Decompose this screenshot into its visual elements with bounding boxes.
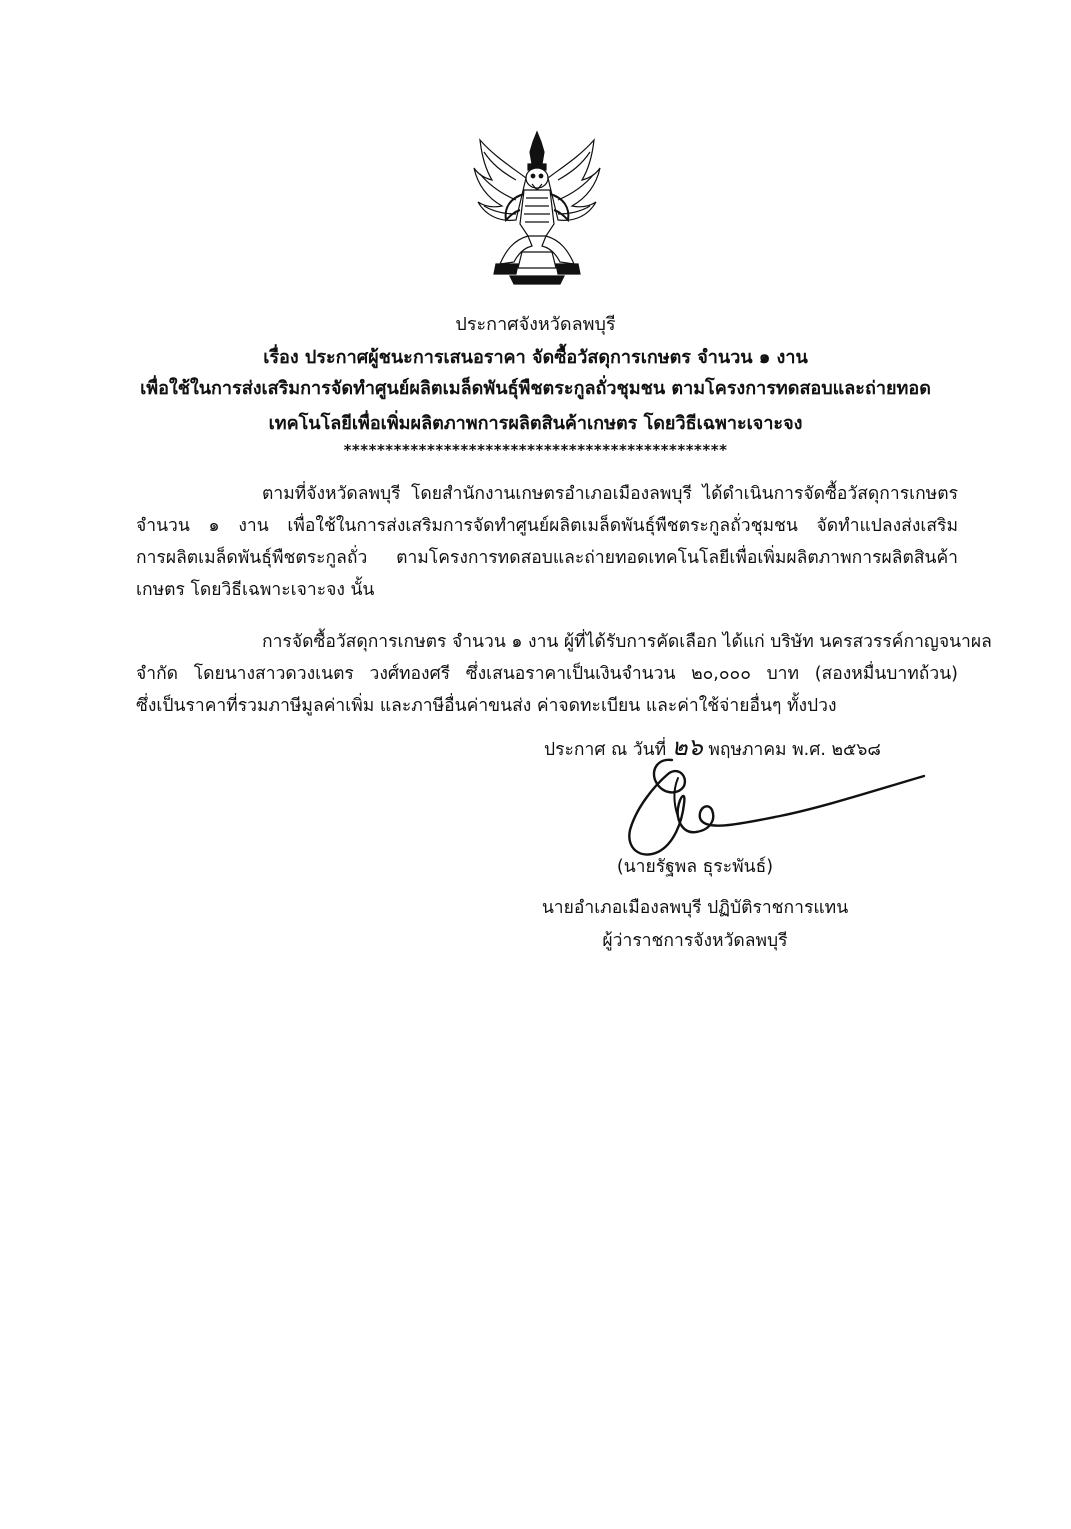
- subject-line-3: เทคโนโลยีเพื่อเพิ่มผลิตภาพการผลิตสินค้าเกษตร โดยวิธีเฉพาะเจาะจง: [268, 413, 803, 434]
- paragraph-1-line-1: ตามที่จังหวัดลพบุรี โดยสำนักงานเกษตรอำเภอเมืองลพบุรี ได้ดำเนินการจัดซื้อวัสดุการเกษตร: [262, 484, 958, 504]
- paragraph-1-line-4: เกษตร โดยวิธีเฉพาะเจาะจง นั้น: [136, 580, 375, 600]
- paragraph-1-line-2: จำนวน ๑ งาน เพื่อใช้ในการส่งเสริมการจัดทำศูนย์ผลิตเมล็ดพันธุ์พืชตระกูลถั่วชุมชน จัดทำแปลงส่งเสริม: [136, 516, 958, 536]
- subject-line-2: เพื่อใช้ในการส่งเสริมการจัดทำศูนย์ผลิตเมล็ดพันธุ์พืชตระกูลถั่วชุมชน ตามโครงการทดสอบและถ่ายทอด: [140, 378, 931, 399]
- paragraph-2-line-2: จำกัด โดยนางสาวดวงเนตร วงศ์ทองศรี ซึ่งเสนอราคาเป็นเงินจำนวน ๒๐,๐๐๐ บาท (สองหมื่นบาทถ้วน): [136, 664, 958, 684]
- date-prefix: ประกาศ ณ วันที่: [544, 740, 672, 760]
- header-separator: **********************************************: [343, 441, 728, 459]
- signatory-position-2: ผู้ว่าราชการจังหวัดลพบุรี: [602, 931, 788, 951]
- subject-line: เรื่อง ประกาศผู้ชนะการเสนอราคา จัดซื้อวัสดุการเกษตร จำนวน ๑ งาน: [263, 347, 808, 368]
- paragraph-1-line-3: การผลิตเมล็ดพันธุ์พืชตระกูลถั่ว ตามโครงการทดสอบและถ่ายทอดเทคโนโลยีเพื่อเพิ่มผลิตภาพการผลิตสินค้า: [136, 548, 958, 568]
- paragraph-2-line-1: การจัดซื้อวัสดุการเกษตร จำนวน ๑ งาน ผู้ที่ได้รับการคัดเลือก ได้แก่ บริษัท นครสวรรค์กาญจนาผล: [262, 632, 992, 652]
- garuda-emblem-icon: [470, 128, 605, 288]
- date-day: ๒๖: [671, 733, 703, 761]
- signatory-position: นายอำเภอเมืองลพบุรี ปฏิบัติราชการแทน: [541, 898, 849, 918]
- announcement-title: ประกาศจังหวัดลพบุรี: [455, 314, 616, 335]
- signatory-name: (นายรัฐพล ธุระพันธ์): [616, 857, 774, 877]
- paragraph-2-line-3: ซึ่งเป็นราคาที่รวมภาษีมูลค่าเพิ่ม และภาษีอื่นค่าขนส่ง ค่าจดทะเบียน และค่าใช้จ่ายอื่นๆ ทั้งปวง: [136, 696, 837, 716]
- date-month-year: พฤษภาคม พ.ศ. ๒๕๖๘: [702, 740, 881, 760]
